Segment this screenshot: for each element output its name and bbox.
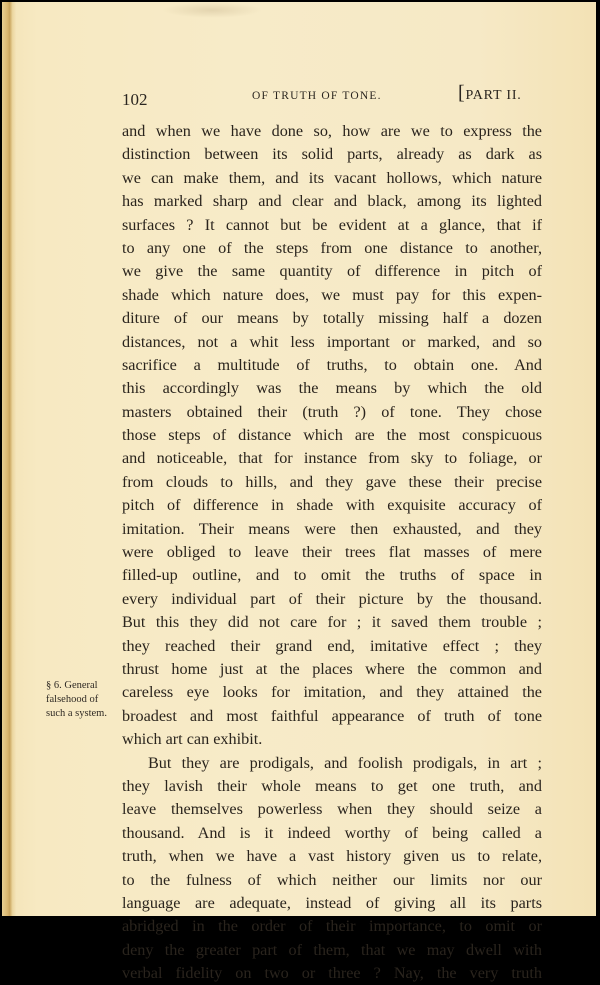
text-line: But this they did not care for ; it saved them trouble ; [122,613,542,632]
sidenote-line: such a system. [46,708,107,719]
text-line: they reached their grand end, imitative effect ; they [122,636,542,655]
book-page [2,2,596,983]
text-line: from clouds to hills, and they gave these their precise [122,472,542,491]
text-line: filled-up outline, and to omit the truths of space in [122,566,542,585]
paragraph-2 [122,752,542,985]
running-head [120,82,556,112]
paragraph-1 [122,120,542,752]
text-line: we can make them, and its vacant hollows, which nature [122,168,542,187]
text-line: imitation. Their means were then exhausted, and they [122,519,542,538]
text-line: masters obtained their (truth ?) of tone. They chose [122,402,542,421]
text-line: leave themselves powerless when they should seize a [122,800,542,819]
text-line: shade which nature does, we must pay for this expen- [122,285,542,304]
text-line: distinction between its solid parts, already as dark as [122,145,542,164]
text-line: which art can exhibit. [122,730,263,749]
text-line: language are adequate, instead of giving all its parts [122,893,542,912]
text-line: abridged in the order of their importance, to omit or [122,917,542,936]
text-line: verbal fidelity on two or three ? Nay, the very truth [122,964,542,983]
text-line: thousand. And is it indeed worthy of being called a [122,823,542,842]
text-line: has marked sharp and clear and black, among its lighted [122,192,542,211]
text-line: pitch of difference in shade with exquisite accuracy of [122,496,542,515]
text-line: those steps of distance which are the most conspicuous [122,426,542,445]
body-text [122,120,542,985]
text-line: broadest and most faithful appearance of truth of tone [122,706,542,725]
text-line: surfaces ? It cannot but be evident at a glance, that if [122,215,542,234]
text-line: and noticeable, that for instance from sky to foliage, or [122,449,542,468]
running-title: OF TRUTH OF TONE. [252,90,382,102]
text-line: we give the same quantity of difference in pitch of [122,262,542,281]
part-bracket: [ [458,82,466,104]
text-line: every individual part of their picture by the thousand. [122,589,542,608]
sidenote-line: falsehood of [46,694,99,705]
text-line: they lavish their whole means to get one truth, and [122,776,542,795]
sidenote-line: § 6. General [46,680,98,691]
part-label-text: PART II. [465,88,522,103]
text-line: truth, when we have a vast history given us to relate, [122,847,542,866]
text-line: But they are prodigals, and foolish prodigals, in art ; [148,753,542,772]
part-label [458,82,522,105]
text-line: were obliged to leave their trees flat masses of mere [122,543,542,562]
marginal-sidenote [46,679,126,721]
page-number: 102 [122,90,148,109]
text-line: and when we have done so, how are we to express the [122,122,542,140]
text-line: to any one of the steps from one distance to another, [122,238,542,257]
text-line: diture of our means by totally missing half a dozen [122,309,542,328]
text-line: deny the greater part of them, that we may dwell with [122,940,542,959]
text-line: thrust home just at the places where the common and [122,659,542,678]
text-line: sacrifice a multitude of truths, to obtain one. And [122,355,542,374]
text-line: careless eye looks for imitation, and they attained the [122,683,542,702]
text-line: distances, not a whit less important or marked, and so [122,332,542,351]
text-line: this accordingly was the means by which the old [122,379,542,398]
text-line: to the fulness of which neither our limits nor our [122,870,542,889]
